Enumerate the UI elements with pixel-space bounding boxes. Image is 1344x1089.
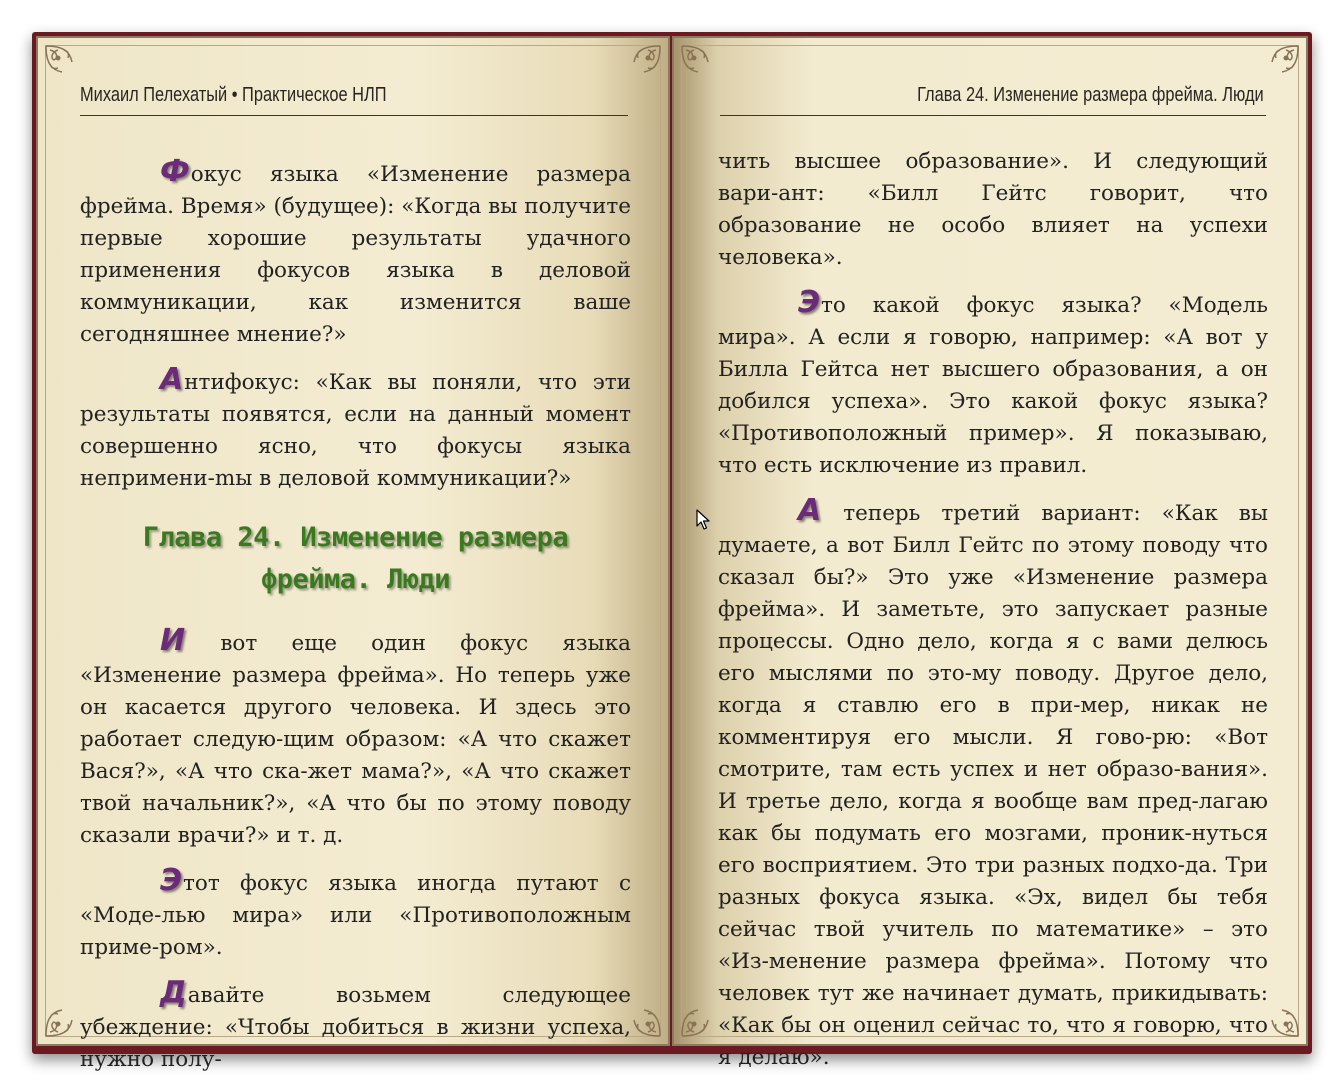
paragraph-text: тот фокус языка иногда путают с «Моде-лью мира» или «Противоположным приме-ром». [80, 871, 631, 960]
ornament-corner-icon [44, 44, 88, 88]
paragraph-text: нтифокус: «Как вы поняли, что эти результаты появятся, если на данный момент совершенно ясно, что фокусы языка непримени-mы в деловой коммуникации?» [80, 370, 631, 491]
running-header-left [80, 84, 387, 111]
paragraph [80, 865, 631, 964]
right-page[interactable] [672, 36, 1308, 1070]
paragraph [80, 977, 631, 1076]
paragraph-text: то какой фокус языка? «Модель мира». А если я говорю, например: «А вот у Билла Гейтса нет высшего образования, а он добился успеха». Это какой фокус языка? «Противоположный пример». Я показываю, что есть исключение из правил. [718, 293, 1268, 478]
drop-cap: А [798, 493, 822, 528]
chapter-heading: Глава 24. Изменение размера фрейма. Люди [142, 522, 569, 595]
drop-cap: Д [160, 975, 187, 1010]
left-text-column [80, 156, 631, 1089]
header-rule [720, 115, 1266, 116]
drop-cap: Ф [160, 154, 190, 189]
drop-cap: И [160, 623, 186, 658]
drop-cap: А [160, 362, 184, 397]
drop-cap: Э [160, 863, 183, 898]
ornament-corner-icon [618, 44, 662, 88]
header-separator: • [231, 84, 238, 106]
paragraph [80, 364, 631, 495]
paragraph [80, 156, 631, 351]
header-rule [80, 115, 628, 116]
paragraph-text: вот еще один фокус языка «Изменение размера фрейма». Но теперь уже он касается другого человека. И здесь это работает следую-щим образом: «А что скажет Вася?», «А что ска-жет мама?», «А что скажет твой начальник?», «А что бы по этому поводу сказали врачи?» и т. д. [80, 631, 631, 848]
header-author: Михаил Пелехатый [80, 84, 228, 106]
paragraph [718, 287, 1268, 482]
paragraph-text: авайте возьмем следующее убеждение: «Чтобы добиться в жизни успеха, нужно полу- [80, 983, 631, 1072]
paragraph-text: окус языка «Изменение размера фрейма. Время» (будущее): «Когда вы получите первые хорошие результаты удачного применения фокусов языка в деловой коммуникации, как изменится ваше сегодняшнее мнение?» [80, 162, 631, 347]
paragraph-text: теперь третий вариант: «Как вы думаете, а вот Билл Гейтс по этому поводу что сказал бы?» Это уже «Изменение размера фрейма». И заметьте, это запускает разные процессы. Одно дело, когда я с вами делюсь его мыслями по это-му поводу. Другое дело, когда я ставлю его в при-мер, никак не комментируя его мысли. Я гово-рю: «Вот смотрите, там есть успех и нет образо-вания». И третье дело, когда я вообще вам пред-лагаю как бы подумать его мозгами, проник-нуться его восприятием. Это три разных подхо-да. Три разных фокуса языка. «Эх, видел бы тебя сейчас твой учитель по математике» – это «Из-менение размера фрейма». Потому что человек тут же начинает думать, прикидывать: «Как бы он оценил сейчас то, что я говорю, что я делаю». [718, 501, 1268, 1070]
mouse-pointer-icon [696, 509, 710, 531]
running-header-right [917, 84, 1264, 111]
ebook-reader [32, 32, 1312, 1072]
paragraph [80, 625, 631, 852]
ornament-corner-icon [680, 44, 724, 88]
left-page[interactable] [36, 36, 670, 1072]
ornament-corner-icon [1256, 44, 1300, 88]
right-text-column [718, 146, 1268, 1087]
header-book-title: Практическое НЛП [242, 84, 387, 106]
paragraph [718, 495, 1268, 1074]
paragraph-continuation: чить высшее образование». И следующий вари-ант: «Билл Гейтс говорит, что образование не особо влияет на успехи человека». [718, 149, 1268, 270]
header-chapter-title: Глава 24. Изменение размера фрейма. Люди [917, 84, 1264, 106]
drop-cap: Э [798, 285, 821, 320]
